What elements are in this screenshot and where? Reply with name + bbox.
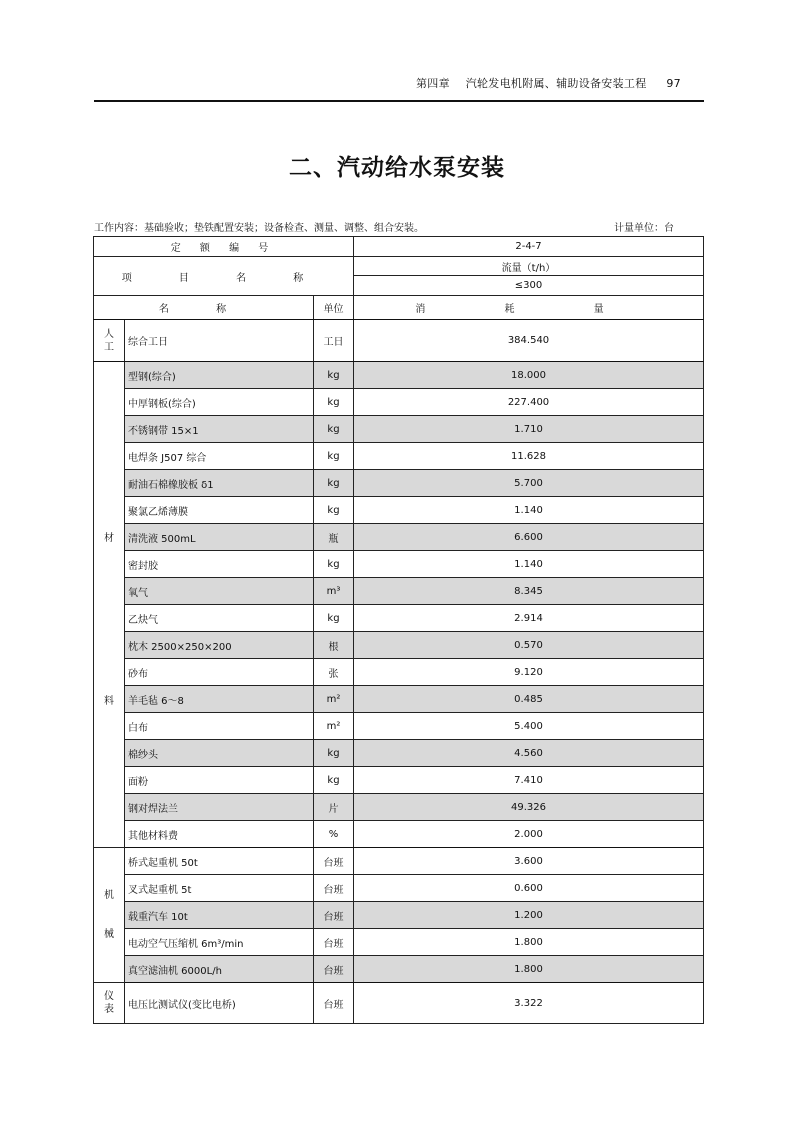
machinery-value: 3.600 (354, 848, 704, 875)
material-name: 聚氯乙烯薄膜 (125, 497, 314, 524)
material-name: 其他材料费 (125, 821, 314, 848)
machinery-value: 0.600 (354, 875, 704, 902)
work-content: 工作内容：基础验收；垫铁配置安装；设备检查、测量、调整、组合安装。 (94, 223, 424, 234)
material-name: 羊毛毡 6～8 (125, 686, 314, 713)
labor-item-name: 综合工日 (125, 320, 314, 362)
material-value: 1.140 (354, 551, 704, 578)
col-unit-header: 单位 (314, 296, 354, 320)
material-value: 4.560 (354, 740, 704, 767)
material-value: 11.628 (354, 443, 704, 470)
category-materials-top: 材 (104, 532, 114, 544)
category-materials (94, 362, 125, 848)
material-unit: % (314, 821, 354, 848)
chapter-number: 第四章 (416, 77, 450, 90)
material-unit: kg (314, 740, 354, 767)
quota-no-label: 定 额 编 号 (94, 237, 354, 257)
measurement-unit: 计量单位：台 (614, 223, 674, 234)
machinery-value: 1.200 (354, 902, 704, 929)
material-name: 白布 (125, 713, 314, 740)
material-value: 18.000 (354, 362, 704, 389)
flow-label: 流量（t/h） (354, 257, 704, 276)
material-value: 2.914 (354, 605, 704, 632)
page-number: 97 (666, 77, 681, 90)
material-unit: kg (314, 497, 354, 524)
header-rule (94, 100, 704, 102)
material-value: 1.710 (354, 416, 704, 443)
machinery-unit: 台班 (314, 929, 354, 956)
material-unit: kg (314, 389, 354, 416)
machinery-unit: 台班 (314, 848, 354, 875)
material-unit: 瓶 (314, 524, 354, 551)
material-value: 8.345 (354, 578, 704, 605)
material-unit: m³ (314, 578, 354, 605)
material-unit: m² (314, 686, 354, 713)
material-name: 耐油石棉橡胶板 δ1 (125, 470, 314, 497)
section-title: 二、汽动给水泵安装 (289, 155, 505, 181)
material-value: 7.410 (354, 767, 704, 794)
material-name: 不锈钢带 15×1 (125, 416, 314, 443)
material-name: 清洗液 500mL (125, 524, 314, 551)
machinery-value: 1.800 (354, 929, 704, 956)
material-unit: kg (314, 551, 354, 578)
material-value: 2.000 (354, 821, 704, 848)
category-machinery (94, 848, 125, 983)
material-name: 电焊条 J507 综合 (125, 443, 314, 470)
machinery-name: 载重汽车 10t (125, 902, 314, 929)
material-name: 枕木 2500×250×200 (125, 632, 314, 659)
labor-item-value: 384.540 (354, 320, 704, 362)
material-value: 5.400 (354, 713, 704, 740)
material-unit: 张 (314, 659, 354, 686)
material-unit: kg (314, 470, 354, 497)
instrument-unit: 台班 (314, 983, 354, 1024)
running-header (416, 75, 681, 91)
machinery-unit: 台班 (314, 902, 354, 929)
machinery-unit: 台班 (314, 956, 354, 983)
machinery-name: 真空滤油机 6000L/h (125, 956, 314, 983)
material-unit: kg (314, 416, 354, 443)
material-name: 棉纱头 (125, 740, 314, 767)
material-value: 227.400 (354, 389, 704, 416)
category-machinery-bottom: 械 (104, 929, 114, 940)
material-unit: kg (314, 605, 354, 632)
material-name: 乙炔气 (125, 605, 314, 632)
quota-no: 2-4-7 (354, 237, 704, 257)
flow-value: ≤300 (354, 276, 704, 296)
labor-item-unit: 工日 (314, 320, 354, 362)
material-name: 氧气 (125, 578, 314, 605)
material-value: 1.140 (354, 497, 704, 524)
material-unit: 根 (314, 632, 354, 659)
material-name: 中厚钢板(综合) (125, 389, 314, 416)
machinery-unit: 台班 (314, 875, 354, 902)
col-name-header: 名 称 (94, 296, 314, 320)
material-value: 0.570 (354, 632, 704, 659)
material-unit: kg (314, 362, 354, 389)
material-name: 型钢(综合) (125, 362, 314, 389)
instrument-name: 电压比测试仪(变比电桥) (125, 983, 314, 1024)
material-unit: 片 (314, 794, 354, 821)
material-unit: kg (314, 443, 354, 470)
material-unit: m² (314, 713, 354, 740)
category-instruments: 仪表 (94, 983, 125, 1024)
chapter-title: 汽轮发电机附属、辅助设备安装工程 (465, 77, 647, 90)
material-value: 9.120 (354, 659, 704, 686)
material-value: 0.485 (354, 686, 704, 713)
material-unit: kg (314, 767, 354, 794)
material-name: 面粉 (125, 767, 314, 794)
machinery-name: 电动空气压缩机 6m³/min (125, 929, 314, 956)
category-materials-bottom: 料 (104, 695, 114, 707)
category-machinery-top: 机 (104, 890, 114, 901)
machinery-name: 叉式起重机 5t (125, 875, 314, 902)
quota-table (93, 236, 704, 1024)
material-value: 49.326 (354, 794, 704, 821)
material-name: 钢对焊法兰 (125, 794, 314, 821)
item-name-label: 项 目 名 称 (94, 257, 354, 296)
machinery-value: 1.800 (354, 956, 704, 983)
col-consumption-header: 消 耗 量 (354, 296, 704, 320)
material-value: 6.600 (354, 524, 704, 551)
instrument-value: 3.322 (354, 983, 704, 1024)
material-name: 密封胶 (125, 551, 314, 578)
material-value: 5.700 (354, 470, 704, 497)
material-name: 砂布 (125, 659, 314, 686)
machinery-name: 桥式起重机 50t (125, 848, 314, 875)
category-labor: 人工 (94, 320, 125, 362)
